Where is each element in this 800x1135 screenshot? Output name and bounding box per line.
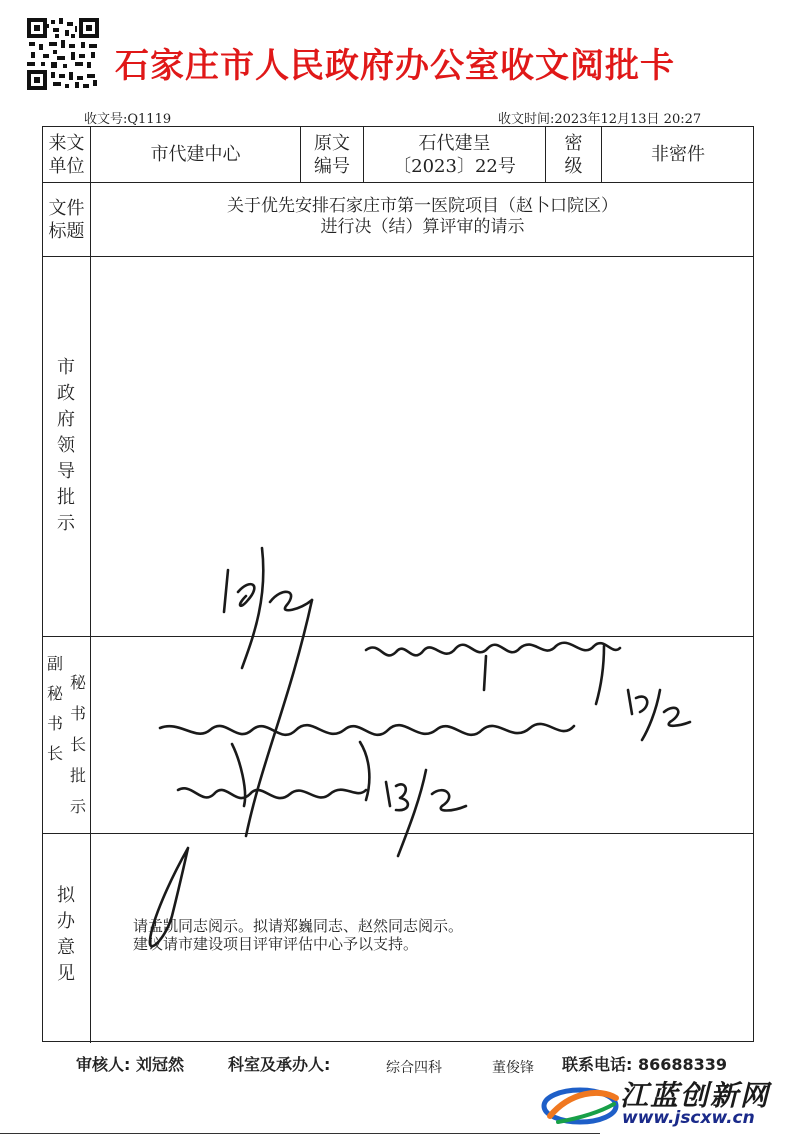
contact-phone: 联系电话: 86688339 bbox=[562, 1055, 728, 1074]
proposed-opinion-text bbox=[133, 917, 463, 953]
watermark-brand: 江蓝创新网 bbox=[620, 1079, 771, 1112]
doc-title-line1: 关于优先安排石家庄市第一医院项目（赵卜口院区） bbox=[227, 196, 618, 216]
secretary-instruction-label: 秘书长批示 bbox=[69, 673, 86, 816]
doc-title-value bbox=[91, 189, 754, 245]
secret-level-value: 非密件 bbox=[651, 144, 705, 165]
leader-instruction-label: 市政府领导批示 bbox=[57, 357, 75, 534]
secret-level-label: 密级 bbox=[564, 132, 583, 177]
from-unit-label: 来文单位 bbox=[48, 132, 85, 177]
deputy-secretary-label: 副秘书长 bbox=[46, 654, 63, 763]
doc-title-line2: 进行决（结）算评审的请示 bbox=[320, 217, 525, 237]
proposed-opinion-label: 拟办意见 bbox=[57, 885, 75, 984]
bottom-divider bbox=[0, 1133, 600, 1134]
approval-form-table bbox=[42, 126, 754, 1042]
receipt-number: 收文号:Q1119 bbox=[84, 112, 172, 127]
handler-name: 董俊锋 bbox=[492, 1060, 534, 1076]
document-title: 石家庄市人民政府办公室收文阅批卡 bbox=[115, 46, 675, 86]
from-unit-value: 市代建中心 bbox=[150, 144, 241, 165]
opinion-line1: 请孟凯同志阅示。拟请郑巍同志、赵然同志阅示。 bbox=[133, 917, 464, 935]
doc-number-line1: 石代建呈 bbox=[418, 132, 491, 154]
doc-title-label: 文件标题 bbox=[48, 197, 85, 242]
doc-number-label: 原文编号 bbox=[314, 132, 350, 177]
receipt-time: 收文时间:2023年12月13日 20:27 bbox=[498, 112, 702, 127]
doc-number-line2: 〔2023〕22号 bbox=[393, 155, 516, 177]
dept-label: 科室及承办人: bbox=[228, 1055, 331, 1074]
qr-code bbox=[27, 18, 99, 90]
doc-number-value bbox=[364, 127, 545, 182]
watermark-url: www.jscxw.cn bbox=[622, 1108, 755, 1128]
reviewer: 审核人: 刘冠然 bbox=[76, 1055, 184, 1074]
opinion-line2: 建议请市建设项目评审评估中心予以支持。 bbox=[133, 935, 419, 953]
dept-value: 综合四科 bbox=[386, 1060, 442, 1076]
